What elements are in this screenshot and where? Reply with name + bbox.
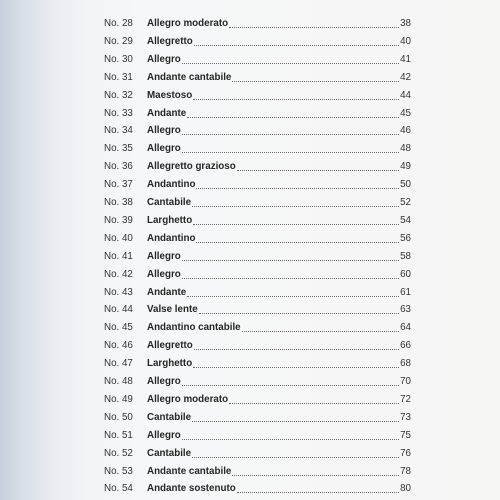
entry-page-number: 48 [400, 143, 411, 155]
entry-page-number: 58 [400, 250, 411, 262]
dot-leader [182, 278, 399, 279]
entry-title: Cantabile [147, 411, 192, 423]
entry-title: Andantino [147, 232, 196, 244]
entry-number: No. 31 [104, 71, 133, 83]
dot-leader [229, 403, 399, 404]
toc-entry [0, 123, 500, 139]
toc-entry [0, 159, 500, 175]
toc-entry [0, 141, 500, 157]
dot-leader [182, 134, 399, 135]
entry-number: No. 43 [104, 286, 133, 298]
entry-title: Larghetto [147, 214, 193, 226]
entry-title: Andante sostenuto [147, 483, 236, 495]
entry-page-number: 50 [400, 179, 411, 191]
toc-entry [0, 446, 500, 462]
dot-leader [196, 188, 399, 189]
dot-leader [193, 224, 399, 225]
toc-entry [0, 88, 500, 104]
entry-number: No. 54 [104, 483, 133, 495]
dot-leader [192, 457, 399, 458]
toc-entry [0, 356, 500, 372]
toc-entry [0, 410, 500, 426]
entry-title: Andante cantabile [147, 465, 232, 477]
entry-page-number: 41 [400, 53, 411, 65]
entry-title: Allegro [147, 376, 181, 387]
toc-entry [0, 374, 500, 390]
entry-number: No. 48 [104, 376, 133, 387]
dot-leader [192, 421, 399, 422]
entry-number: No. 29 [104, 35, 133, 47]
entry-page-number: 46 [400, 125, 411, 137]
dot-leader [182, 439, 399, 440]
toc-entry [0, 249, 500, 265]
entry-number: No. 47 [104, 358, 133, 370]
entry-number: No. 52 [104, 447, 133, 459]
toc-entry [0, 213, 500, 229]
toc-entry [0, 320, 500, 336]
entry-number: No. 35 [104, 143, 133, 155]
entry-page-number: 75 [400, 429, 411, 441]
dot-leader [199, 313, 399, 314]
dot-leader [229, 27, 399, 28]
entry-title: Andante [147, 286, 187, 298]
dot-leader [232, 81, 399, 82]
entry-page-number: 44 [400, 89, 411, 101]
entry-page-number: 63 [400, 304, 411, 316]
entry-title: Cantabile [147, 447, 192, 459]
entry-title: Allegretto [147, 35, 193, 47]
entry-number: No. 50 [104, 411, 133, 423]
entry-number: No. 28 [104, 18, 133, 29]
entry-number: No. 42 [104, 268, 133, 280]
entry-title: Larghetto [147, 358, 193, 370]
entry-title: Andante cantabile [147, 71, 232, 83]
entry-title: Allegro [147, 53, 181, 65]
dot-leader [182, 152, 399, 153]
entry-number: No. 37 [104, 179, 133, 191]
entry-page-number: 80 [400, 483, 411, 495]
entry-title: Cantabile [147, 197, 192, 208]
entry-page-number: 49 [400, 161, 411, 173]
toc-entry [0, 34, 500, 50]
entry-page-number: 52 [400, 197, 411, 208]
entry-title: Allegretto [147, 340, 193, 352]
entry-page-number: 78 [400, 465, 411, 477]
entry-title: Allegro [147, 429, 181, 441]
entry-title: Allegro moderato [147, 393, 229, 405]
entry-number: No. 38 [104, 197, 133, 208]
entry-page-number: 64 [400, 322, 411, 334]
dot-leader [182, 260, 399, 261]
entry-page-number: 66 [400, 340, 411, 352]
entry-title: Allegretto grazioso [147, 161, 236, 173]
toc-entry [0, 195, 500, 211]
dot-leader [242, 331, 399, 332]
toc-entry [0, 338, 500, 354]
entry-title: Allegro [147, 268, 181, 280]
entry-title: Andantino [147, 179, 196, 191]
toc-entry [0, 481, 500, 497]
entry-page-number: 54 [400, 214, 411, 226]
entry-number: No. 33 [104, 107, 133, 119]
toc-entry [0, 16, 500, 32]
toc-entry [0, 106, 500, 122]
dot-leader [193, 99, 399, 100]
toc-entry [0, 177, 500, 193]
toc-entry [0, 52, 500, 68]
entry-page-number: 60 [400, 268, 411, 280]
toc-entry [0, 70, 500, 86]
toc-entry [0, 267, 500, 283]
entry-number: No. 53 [104, 465, 133, 477]
entry-page-number: 38 [400, 18, 411, 29]
entry-title: Allegro [147, 250, 181, 262]
entry-number: No. 51 [104, 429, 133, 441]
entry-number: No. 30 [104, 53, 133, 65]
toc-entry [0, 392, 500, 408]
entry-number: No. 36 [104, 161, 133, 173]
entry-page-number: 45 [400, 107, 411, 119]
entry-number: No. 46 [104, 340, 133, 352]
entry-page-number: 56 [400, 232, 411, 244]
entry-page-number: 76 [400, 447, 411, 459]
dot-leader [194, 349, 399, 350]
dot-leader [182, 385, 399, 386]
entry-page-number: 42 [400, 71, 411, 83]
entry-number: No. 45 [104, 322, 133, 334]
toc-entry [0, 285, 500, 301]
toc-entry [0, 231, 500, 247]
entry-number: No. 41 [104, 250, 133, 262]
entry-number: No. 34 [104, 125, 133, 137]
dot-leader [192, 206, 399, 207]
entry-number: No. 40 [104, 232, 133, 244]
entry-page-number: 68 [400, 358, 411, 370]
dot-leader [193, 367, 399, 368]
entry-title: Maestoso [147, 89, 193, 101]
toc-entry [0, 428, 500, 444]
entry-number: No. 44 [104, 304, 133, 316]
dot-leader [187, 296, 399, 297]
dot-leader [237, 170, 399, 171]
entry-number: No. 32 [104, 89, 133, 101]
entry-title: Andantino cantabile [147, 322, 241, 334]
entry-page-number: 61 [400, 286, 411, 298]
entry-number: No. 49 [104, 393, 133, 405]
dot-leader [237, 492, 399, 493]
dot-leader [187, 117, 399, 118]
dot-leader [182, 63, 399, 64]
dot-leader [232, 475, 399, 476]
entry-title: Allegro [147, 125, 181, 137]
entry-page-number: 73 [400, 411, 411, 423]
entry-title: Andante [147, 107, 187, 119]
entry-title: Allegro moderato [147, 18, 229, 29]
entry-number: No. 39 [104, 214, 133, 226]
toc-entry [0, 302, 500, 318]
entry-title: Valse lente [147, 304, 198, 316]
toc-entry [0, 464, 500, 480]
dot-leader [194, 45, 399, 46]
entry-title: Allegro [147, 143, 181, 155]
entry-page-number: 70 [400, 376, 411, 387]
dot-leader [196, 242, 399, 243]
entry-page-number: 40 [400, 35, 411, 47]
entry-page-number: 72 [400, 393, 411, 405]
